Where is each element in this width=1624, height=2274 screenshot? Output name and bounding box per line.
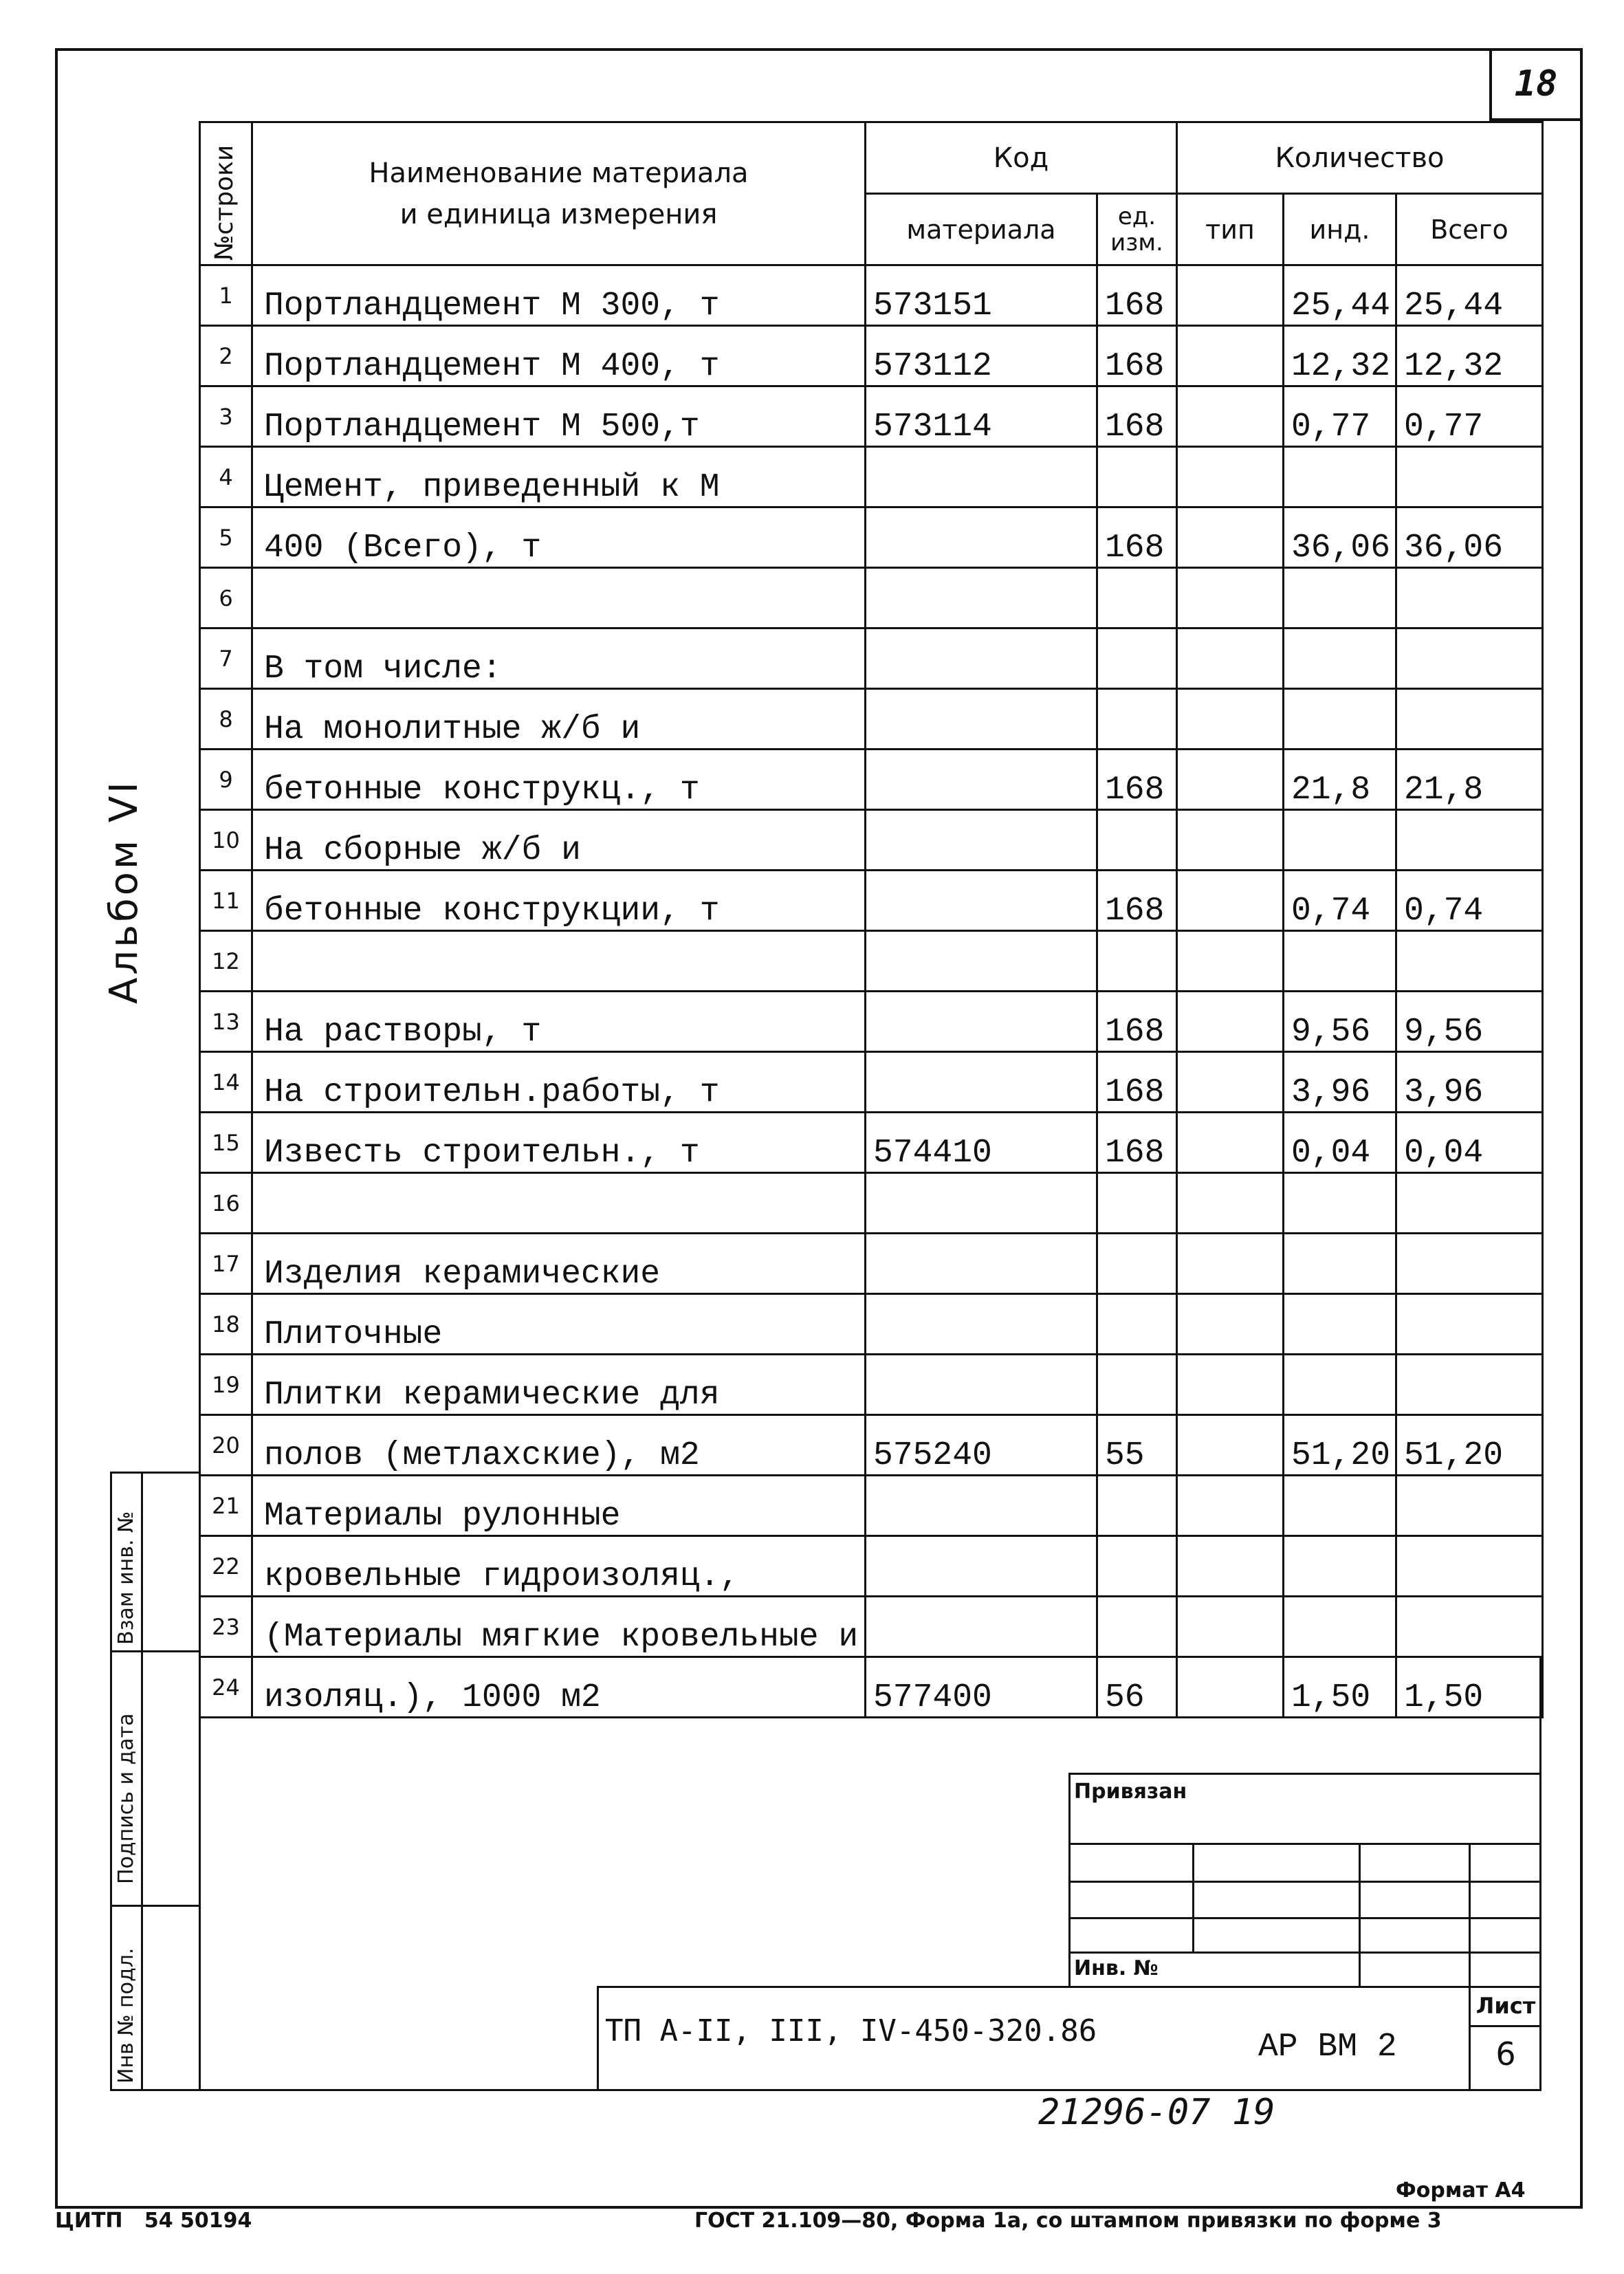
project-code: ТП А-II, III, IV-450-320.86 [605,2013,1097,2048]
qty-type [1177,1173,1284,1234]
qty-total [1396,1597,1543,1657]
row-number: 22 [200,1536,252,1597]
material-code [866,628,1097,689]
unit-header: ед. изм. [1097,194,1177,265]
footer-left-code: ЦИТП 54 50194 [55,2209,252,2233]
title-left [597,1986,599,2090]
qty-ind [1284,1173,1396,1234]
material-name: бетонные конструкции, т [252,871,866,931]
materials-table [199,121,1544,1718]
qty-ind [1284,628,1396,689]
qty-total [1396,1294,1543,1355]
material-code [866,1173,1097,1234]
content-left-border [199,1657,201,2090]
unit-code [1097,689,1177,750]
qty-ind: 0,77 [1284,386,1396,447]
material-name: (Материалы мягкие кровельные и [252,1597,866,1657]
unit-code: 168 [1097,265,1177,326]
material-code: 573114 [866,386,1097,447]
qty-total [1396,810,1543,871]
qty-total: 25,44 [1396,265,1543,326]
qty-type [1177,1113,1284,1173]
qty-ind: 1,50 [1284,1657,1396,1718]
table-row [200,447,1543,507]
table-row [200,810,1543,871]
material-code: 575240 [866,1415,1097,1476]
qty-ind [1284,568,1396,628]
table-row [200,1657,1543,1718]
row-number: 18 [200,1294,252,1355]
title-sheet-left [1469,1986,1471,2090]
material-name: Портландцемент М 300, т [252,265,866,326]
qty-type [1177,1294,1284,1355]
material-name [252,1173,866,1234]
qty-total: 12,32 [1396,326,1543,386]
table-row [200,1173,1543,1234]
unit-code: 55 [1097,1415,1177,1476]
vzam-inv-label: Взам инв. № [114,1511,138,1645]
unit-code: 168 [1097,1052,1177,1113]
qty-type [1177,992,1284,1052]
qty-total: 0,77 [1396,386,1543,447]
qty-type [1177,750,1284,810]
privyazan-col2 [1359,1843,1361,1987]
table-row [200,1294,1543,1355]
quantity-header: Количество [1177,122,1543,194]
table-row [200,1355,1543,1415]
material-name: Плитки керамические для [252,1355,866,1415]
privyazan-left [1068,1773,1071,1987]
material-code [866,507,1097,568]
unit-code: 168 [1097,750,1177,810]
material-name [252,568,866,628]
material-name: изоляц.), 1000 м2 [252,1657,866,1718]
material-code: 577400 [866,1657,1097,1718]
unit-code: 168 [1097,992,1177,1052]
row-number: 3 [200,386,252,447]
qty-total [1396,1173,1543,1234]
material-code [866,1476,1097,1536]
row-number: 17 [200,1234,252,1294]
qty-total: 36,06 [1396,507,1543,568]
unit-code: 168 [1097,871,1177,931]
qty-total [1396,1476,1543,1536]
material-name: Материалы рулонные [252,1476,866,1536]
row-number: 23 [200,1597,252,1657]
unit-code [1097,447,1177,507]
qty-ind [1284,1294,1396,1355]
table-row [200,871,1543,931]
unit-code [1097,1294,1177,1355]
material-name: Известь строительн., т [252,1113,866,1173]
qty-type [1177,1052,1284,1113]
row-number: 19 [200,1355,252,1415]
doc-code: АР ВМ 2 [1258,2029,1397,2066]
material-code [866,871,1097,931]
ind-header: инд. [1284,194,1396,265]
qty-ind [1284,1597,1396,1657]
table-row [200,689,1543,750]
qty-ind [1284,447,1396,507]
unit-code [1097,1234,1177,1294]
qty-type [1177,265,1284,326]
unit-code [1097,628,1177,689]
table-row [200,1536,1543,1597]
album-label: Альбом VI [102,779,146,1004]
table-row [200,750,1543,810]
content-bottom-border [199,2089,1541,2091]
qty-ind [1284,1476,1396,1536]
qty-ind [1284,1536,1396,1597]
material-name: бетонные конструкц., т [252,750,866,810]
row-number: 13 [200,992,252,1052]
qty-ind: 21,8 [1284,750,1396,810]
qty-total [1396,1355,1543,1415]
unit-code [1097,1476,1177,1536]
frame-left [55,48,58,2207]
qty-type [1177,628,1284,689]
material-code-header: материала [866,194,1097,265]
material-name: Портландцемент М 500,т [252,386,866,447]
unit-code: 168 [1097,1113,1177,1173]
row-number: 7 [200,628,252,689]
material-code [866,1597,1097,1657]
side-box-top [110,1472,201,1474]
handwritten-number: 21296-07 19 [1038,2092,1275,2133]
side-box-inner [141,1472,143,2090]
qty-ind: 0,74 [1284,871,1396,931]
qty-ind [1284,931,1396,992]
unit-code [1097,1173,1177,1234]
table-row [200,507,1543,568]
format-label: Формат А4 [1396,2178,1526,2202]
unit-code [1097,1536,1177,1597]
table-row [200,1052,1543,1113]
qty-type [1177,1415,1284,1476]
qty-type [1177,689,1284,750]
qty-type [1177,447,1284,507]
qty-total: 21,8 [1396,750,1543,810]
name-header [252,122,866,265]
sheet-number-top: 18 [1514,63,1558,105]
qty-ind [1284,810,1396,871]
material-code [866,750,1097,810]
material-code [866,689,1097,750]
material-name: Портландцемент М 400, т [252,326,866,386]
qty-ind [1284,1234,1396,1294]
title-top [597,1986,1541,1988]
qty-type [1177,1597,1284,1657]
row-number: 15 [200,1113,252,1173]
table-row [200,326,1543,386]
qty-total [1396,1536,1543,1597]
material-name [252,931,866,992]
material-name: В том числе: [252,628,866,689]
unit-code [1097,1355,1177,1415]
qty-total [1396,568,1543,628]
qty-type [1177,326,1284,386]
table-row [200,1234,1543,1294]
side-box-div1 [110,1650,201,1652]
qty-type [1177,568,1284,628]
qty-ind: 51,20 [1284,1415,1396,1476]
qty-total: 1,50 [1396,1657,1543,1718]
qty-ind: 3,96 [1284,1052,1396,1113]
table-row [200,568,1543,628]
material-name: На сборные ж/б и [252,810,866,871]
material-code [866,931,1097,992]
row-number: 12 [200,931,252,992]
row-number: 6 [200,568,252,628]
table-row [200,1597,1543,1657]
material-code [866,1234,1097,1294]
side-box-bottom [110,2089,201,2091]
table-row [200,628,1543,689]
row-number: 21 [200,1476,252,1536]
frame-right [1580,48,1583,2207]
side-box-left [110,1472,112,2090]
row-number: 20 [200,1415,252,1476]
unit-code: 56 [1097,1657,1177,1718]
material-name: Изделия керамические [252,1234,866,1294]
qty-ind [1284,689,1396,750]
qty-type [1177,931,1284,992]
privyazan-top [1068,1773,1541,1775]
qty-ind: 12,32 [1284,326,1396,386]
material-code [866,568,1097,628]
qty-type [1177,507,1284,568]
qty-total: 51,20 [1396,1415,1543,1476]
qty-total: 0,74 [1396,871,1543,931]
qty-type [1177,1536,1284,1597]
material-name: полов (метлахские), м2 [252,1415,866,1476]
podpis-data-label: Подпись и дата [114,1713,138,1884]
row-number: 8 [200,689,252,750]
unit-code [1097,931,1177,992]
material-name: Цемент, приведенный к М [252,447,866,507]
row-number: 11 [200,871,252,931]
material-name: 400 (Всего), т [252,507,866,568]
inv-label: Инв. № [1074,1956,1159,1980]
unit-code: 168 [1097,386,1177,447]
qty-total [1396,628,1543,689]
qty-total [1396,1234,1543,1294]
qty-total: 9,56 [1396,992,1543,1052]
material-code [866,1294,1097,1355]
material-name: На монолитные ж/б и [252,689,866,750]
material-code: 573112 [866,326,1097,386]
material-code [866,1355,1097,1415]
unit-code [1097,1597,1177,1657]
qty-ind: 0,04 [1284,1113,1396,1173]
material-code: 573151 [866,265,1097,326]
material-name: Плиточные [252,1294,866,1355]
unit-code: 168 [1097,326,1177,386]
table-row [200,1415,1543,1476]
unit-code [1097,810,1177,871]
qty-type [1177,386,1284,447]
material-code [866,810,1097,871]
table-row [200,386,1543,447]
material-name: На растворы, т [252,992,866,1052]
row-number: 5 [200,507,252,568]
qty-total [1396,931,1543,992]
material-code [866,1536,1097,1597]
table-row [200,1476,1543,1536]
qty-type [1177,871,1284,931]
material-name: кровельные гидроизоляц., [252,1536,866,1597]
row-number: 2 [200,326,252,386]
row-number: 9 [200,750,252,810]
row-number: 1 [200,265,252,326]
footer-gost: ГОСТ 21.109—80, Форма 1а, со штампом привязки по форме 3 [694,2209,1442,2233]
qty-total: 3,96 [1396,1052,1543,1113]
inv-podl-label: Инв № подл. [114,1947,138,2084]
qty-type [1177,1355,1284,1415]
qty-total [1396,689,1543,750]
qty-ind: 36,06 [1284,507,1396,568]
qty-total [1396,447,1543,507]
row-number: 10 [200,810,252,871]
qty-type [1177,1476,1284,1536]
row-number: 16 [200,1173,252,1234]
unit-code: 168 [1097,507,1177,568]
qty-ind [1284,1355,1396,1415]
privyazan-col3 [1469,1843,1471,1987]
qty-type [1177,810,1284,871]
qty-type [1177,1657,1284,1718]
row-number: 14 [200,1052,252,1113]
material-code [866,992,1097,1052]
name-header-line2: и единица измерения [399,198,718,230]
row-no-header [200,122,252,265]
total-header: Всего [1396,194,1543,265]
table-row [200,931,1543,992]
privyazan-col1 [1192,1843,1194,1953]
title-sheet-div [1469,2025,1541,2027]
table-row [200,265,1543,326]
side-box-div2 [110,1905,201,1907]
row-number: 4 [200,447,252,507]
privyazan-label: Привязан [1074,1780,1187,1804]
type-header: тип [1177,194,1284,265]
qty-type [1177,1234,1284,1294]
material-code [866,1052,1097,1113]
qty-total: 0,04 [1396,1113,1543,1173]
table-row [200,992,1543,1052]
sheet-label: Лист [1475,1993,1536,2019]
material-code [866,447,1097,507]
sheet-value: 6 [1495,2035,1516,2073]
material-code: 574410 [866,1113,1097,1173]
frame-top [55,48,1583,51]
qty-ind: 25,44 [1284,265,1396,326]
code-header: Код [866,122,1177,194]
name-header-line1: Наименование материала [369,157,749,189]
qty-ind: 9,56 [1284,992,1396,1052]
table-row [200,1113,1543,1173]
row-number: 24 [200,1657,252,1718]
unit-code [1097,568,1177,628]
material-name: На строительн.работы, т [252,1052,866,1113]
row-no-label: №строки [210,144,239,261]
